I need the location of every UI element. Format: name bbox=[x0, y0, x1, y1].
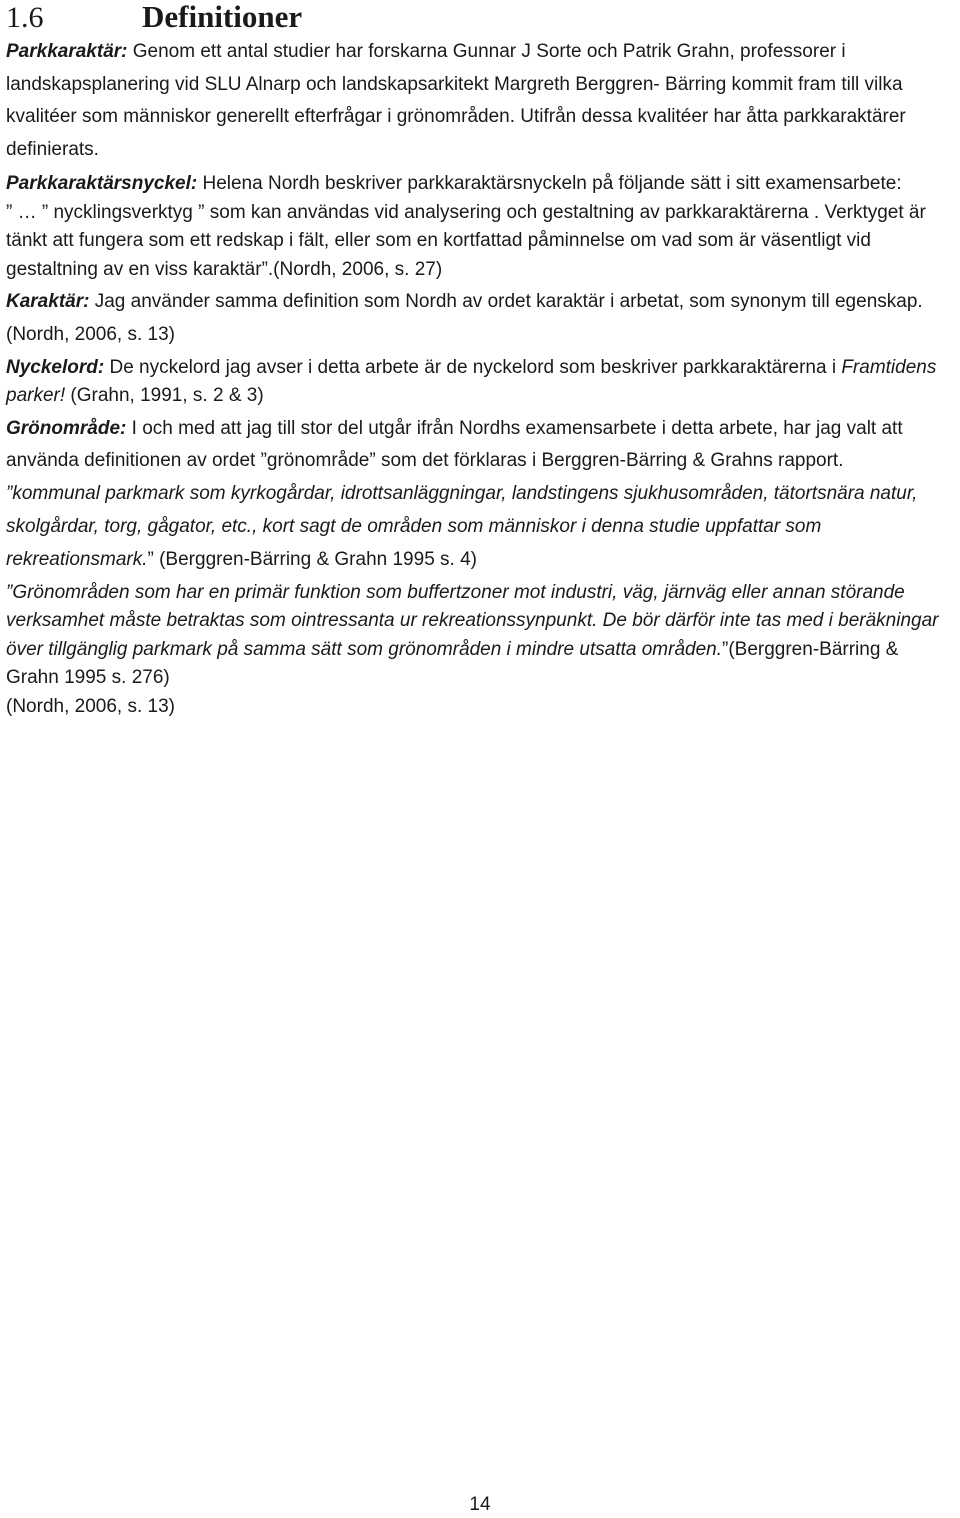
quote-text: ” … ” nycklingsverktyg ” som kan användas vid analysering och gestaltning av parkkaraktärerna . Verktyget är tänkt att fungera som ett redskap i fält, eller som en kortfattad påminnelse om vad som är väsentligt vid gestaltning av en viss karaktär”.(Nordh, 2006, s. 27) bbox=[6, 201, 926, 280]
section-number: 1.6 bbox=[6, 1, 44, 34]
term-karaktar: Karaktär: bbox=[6, 291, 90, 312]
quote-text: ”kommunal parkmark som kyrkogårdar, idrottsanläggningar, landstingens sjukhusområden, tätortsnära natur, skolgårdar, torg, gågator, etc., kort sagt de områden som människor i denna studie uppfattar som rekreationsmark. bbox=[6, 483, 918, 570]
definition-text: De nyckelord jag avser i detta arbete är de nyckelord som beskriver parkkaraktärerna i bbox=[104, 356, 842, 378]
definition-text: I och med att jag till stor del utgår ifrån Nordhs examensarbete i detta arbete, har jag valt att använda definitionen av ordet ”grönområde” som det förklaras i Berggren-Bärring & Grahns rapport. bbox=[6, 417, 903, 472]
definition-text: Genom ett antal studier har forskarna Gunnar J Sorte och Patrik Grahn, professorer i landskapsplanering vid SLU Alnarp och landskapsarkitekt Margreth Berggren- Bärring kommit fram till vilka kvalitéer som människor generellt efterfrågar i grönområden. Utifrån dessa kvalitéer har åtta parkkaraktärer definierats. bbox=[6, 41, 906, 160]
citation: ”(Berggren-Bärring & Grahn 1995 s. 276) bbox=[6, 638, 899, 689]
definition-nyckelord bbox=[6, 354, 956, 411]
citation: (Grahn, 1991, s. 2 & 3) bbox=[65, 385, 264, 407]
quote-gronomraden bbox=[6, 579, 956, 693]
definition-gronomrade bbox=[6, 413, 956, 479]
definition-text: Jag använder samma definition som Nordh av ordet karaktär i arbetat, som synonym till egenskap. (Nordh, 2006, s. 13) bbox=[6, 291, 923, 345]
page-number: 14 bbox=[469, 1494, 491, 1515]
definition-parkkaraktar bbox=[6, 36, 956, 166]
term-nyckelord: Nyckelord: bbox=[6, 356, 105, 378]
quote-paragraph bbox=[6, 199, 956, 285]
definition-parkkaraktarsnyckel bbox=[6, 170, 956, 199]
reference-text: (Nordh, 2006, s. 13) bbox=[6, 695, 175, 717]
document-page bbox=[6, 0, 956, 721]
term-parkkaraktarsnyckel: Parkkaraktärsnyckel: bbox=[6, 173, 198, 194]
definition-karaktar bbox=[6, 286, 956, 352]
quote-text: ”Grönområden som har en primär funktion som buffertzoner mot industri, väg, järnväg eller annan störande verksamhet måste betraktas som ointressanta ur rekreationssynpunkt. De bör därför inte tas med i beräkningar över tillgänglig parkmark på samma sätt som grönområden i mindre utsatta områden. bbox=[6, 581, 939, 660]
reference-line bbox=[6, 693, 956, 722]
section-heading bbox=[6, 0, 956, 34]
citation: ” (Berggren-Bärring & Grahn 1995 s. 4) bbox=[147, 548, 477, 570]
quote-kommunal-parkmark bbox=[6, 478, 956, 576]
term-gronomrade: Grönområde: bbox=[6, 417, 127, 439]
book-title: Framtidens parker! bbox=[6, 356, 937, 407]
term-parkkaraktar: Parkkaraktär: bbox=[6, 41, 128, 62]
section-title: Definitioner bbox=[142, 0, 303, 34]
definition-text: Helena Nordh beskriver parkkaraktärsnyckeln på följande sätt i sitt examensarbete: bbox=[197, 173, 902, 194]
